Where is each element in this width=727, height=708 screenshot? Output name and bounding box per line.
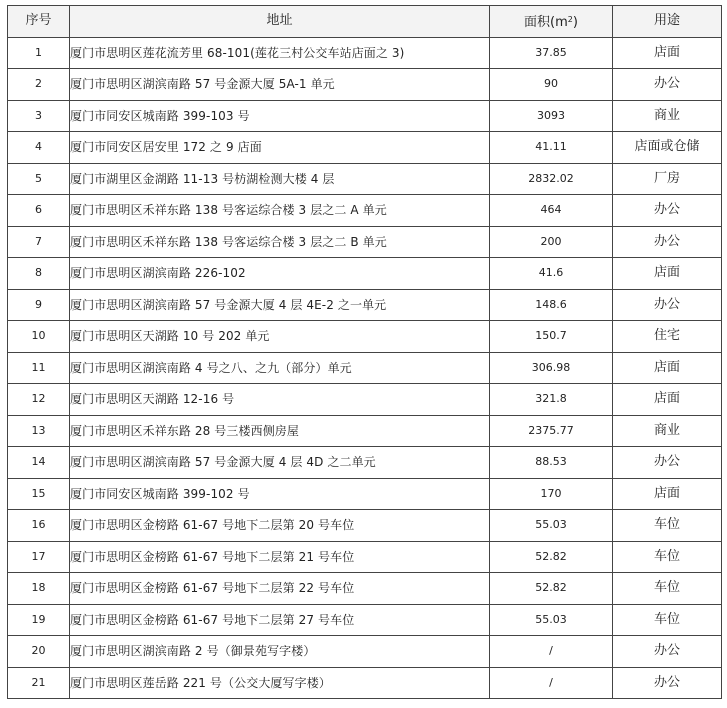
header-usage: 用途 [613, 6, 722, 38]
table-row [8, 132, 722, 164]
cell-area: 52.82 [490, 541, 613, 573]
cell-usage: 车位 [613, 510, 722, 542]
property-table-container [7, 5, 722, 699]
cell-area: 148.6 [490, 289, 613, 321]
table-row [8, 447, 722, 479]
cell-area: 464 [490, 195, 613, 227]
table-row [8, 226, 722, 258]
cell-area: 200 [490, 226, 613, 258]
cell-no: 21 [8, 667, 70, 699]
cell-no: 13 [8, 415, 70, 447]
cell-address: 厦门市同安区居安里 172 之 9 店面 [70, 132, 490, 164]
cell-area: 2832.02 [490, 163, 613, 195]
cell-usage: 办公 [613, 447, 722, 479]
table-row [8, 258, 722, 290]
cell-no: 17 [8, 541, 70, 573]
cell-area: 321.8 [490, 384, 613, 416]
header-no: 序号 [8, 6, 70, 38]
cell-usage: 住宅 [613, 321, 722, 353]
header-area [490, 6, 613, 38]
cell-no: 16 [8, 510, 70, 542]
table-body [8, 37, 722, 699]
cell-address: 厦门市同安区城南路 399-102 号 [70, 478, 490, 510]
table-row [8, 163, 722, 195]
cell-usage: 车位 [613, 541, 722, 573]
table-row [8, 667, 722, 699]
table-row [8, 352, 722, 384]
cell-area: 41.6 [490, 258, 613, 290]
table-row [8, 604, 722, 636]
cell-no: 4 [8, 132, 70, 164]
header-area-sup: 2 [567, 14, 573, 24]
cell-no: 11 [8, 352, 70, 384]
cell-address: 厦门市思明区禾祥东路 138 号客运综合楼 3 层之二 B 单元 [70, 226, 490, 258]
table-row [8, 37, 722, 69]
cell-address: 厦门市思明区湖滨南路 57 号金源大厦 4 层 4D 之二单元 [70, 447, 490, 479]
cell-no: 2 [8, 69, 70, 101]
cell-usage: 厂房 [613, 163, 722, 195]
cell-area: 55.03 [490, 604, 613, 636]
cell-no: 5 [8, 163, 70, 195]
cell-usage: 车位 [613, 604, 722, 636]
cell-usage: 办公 [613, 69, 722, 101]
table-row [8, 541, 722, 573]
table-row [8, 195, 722, 227]
cell-area: 90 [490, 69, 613, 101]
cell-area: / [490, 636, 613, 668]
cell-usage: 商业 [613, 100, 722, 132]
cell-no: 3 [8, 100, 70, 132]
cell-address: 厦门市思明区湖滨南路 57 号金源大厦 5A-1 单元 [70, 69, 490, 101]
cell-usage: 商业 [613, 415, 722, 447]
cell-area: 170 [490, 478, 613, 510]
cell-address: 厦门市思明区湖滨南路 4 号之八、之九（部分）单元 [70, 352, 490, 384]
cell-address: 厦门市思明区金榜路 61-67 号地下二层第 20 号车位 [70, 510, 490, 542]
cell-usage: 店面 [613, 258, 722, 290]
cell-address: 厦门市思明区禾祥东路 28 号三楼西侧房屋 [70, 415, 490, 447]
cell-area: 2375.77 [490, 415, 613, 447]
cell-usage: 办公 [613, 636, 722, 668]
cell-usage: 店面 [613, 37, 722, 69]
table-header [8, 6, 722, 38]
cell-address: 厦门市思明区禾祥东路 138 号客运综合楼 3 层之二 A 单元 [70, 195, 490, 227]
cell-no: 8 [8, 258, 70, 290]
property-table [7, 5, 722, 699]
table-row [8, 573, 722, 605]
header-area-label: 面积(m [524, 14, 568, 30]
table-row [8, 415, 722, 447]
table-row [8, 321, 722, 353]
cell-area: 150.7 [490, 321, 613, 353]
cell-no: 14 [8, 447, 70, 479]
cell-usage: 办公 [613, 667, 722, 699]
cell-area: 88.53 [490, 447, 613, 479]
cell-usage: 店面 [613, 478, 722, 510]
header-address: 地址 [70, 6, 490, 38]
cell-usage: 办公 [613, 226, 722, 258]
cell-no: 9 [8, 289, 70, 321]
cell-no: 6 [8, 195, 70, 227]
cell-address: 厦门市思明区莲花流芳里 68-101(莲花三村公交车站店面之 3) [70, 37, 490, 69]
table-row [8, 289, 722, 321]
cell-no: 12 [8, 384, 70, 416]
table-row [8, 100, 722, 132]
cell-address: 厦门市湖里区金湖路 11-13 号枋湖检测大楼 4 层 [70, 163, 490, 195]
cell-address: 厦门市思明区莲岳路 221 号（公交大厦写字楼） [70, 667, 490, 699]
header-row [8, 6, 722, 38]
cell-area: 37.85 [490, 37, 613, 69]
cell-address: 厦门市思明区金榜路 61-67 号地下二层第 22 号车位 [70, 573, 490, 605]
cell-address: 厦门市思明区湖滨南路 226-102 [70, 258, 490, 290]
table-row [8, 510, 722, 542]
cell-usage: 店面或仓储 [613, 132, 722, 164]
table-row [8, 69, 722, 101]
table-row [8, 478, 722, 510]
cell-no: 1 [8, 37, 70, 69]
header-area-close: ) [572, 14, 578, 30]
cell-usage: 店面 [613, 352, 722, 384]
cell-usage: 办公 [613, 195, 722, 227]
cell-usage: 办公 [613, 289, 722, 321]
cell-area: 41.11 [490, 132, 613, 164]
cell-address: 厦门市思明区金榜路 61-67 号地下二层第 27 号车位 [70, 604, 490, 636]
cell-address: 厦门市思明区天湖路 12-16 号 [70, 384, 490, 416]
cell-area: 3093 [490, 100, 613, 132]
cell-area: 55.03 [490, 510, 613, 542]
cell-no: 10 [8, 321, 70, 353]
cell-address: 厦门市同安区城南路 399-103 号 [70, 100, 490, 132]
cell-address: 厦门市思明区金榜路 61-67 号地下二层第 21 号车位 [70, 541, 490, 573]
cell-no: 19 [8, 604, 70, 636]
cell-area: 306.98 [490, 352, 613, 384]
cell-area: 52.82 [490, 573, 613, 605]
table-row [8, 636, 722, 668]
cell-address: 厦门市思明区湖滨南路 57 号金源大厦 4 层 4E-2 之一单元 [70, 289, 490, 321]
cell-no: 15 [8, 478, 70, 510]
cell-no: 20 [8, 636, 70, 668]
table-row [8, 384, 722, 416]
cell-usage: 车位 [613, 573, 722, 605]
cell-address: 厦门市思明区天湖路 10 号 202 单元 [70, 321, 490, 353]
cell-no: 7 [8, 226, 70, 258]
cell-usage: 店面 [613, 384, 722, 416]
cell-area: / [490, 667, 613, 699]
cell-address: 厦门市思明区湖滨南路 2 号（御景苑写字楼） [70, 636, 490, 668]
cell-no: 18 [8, 573, 70, 605]
